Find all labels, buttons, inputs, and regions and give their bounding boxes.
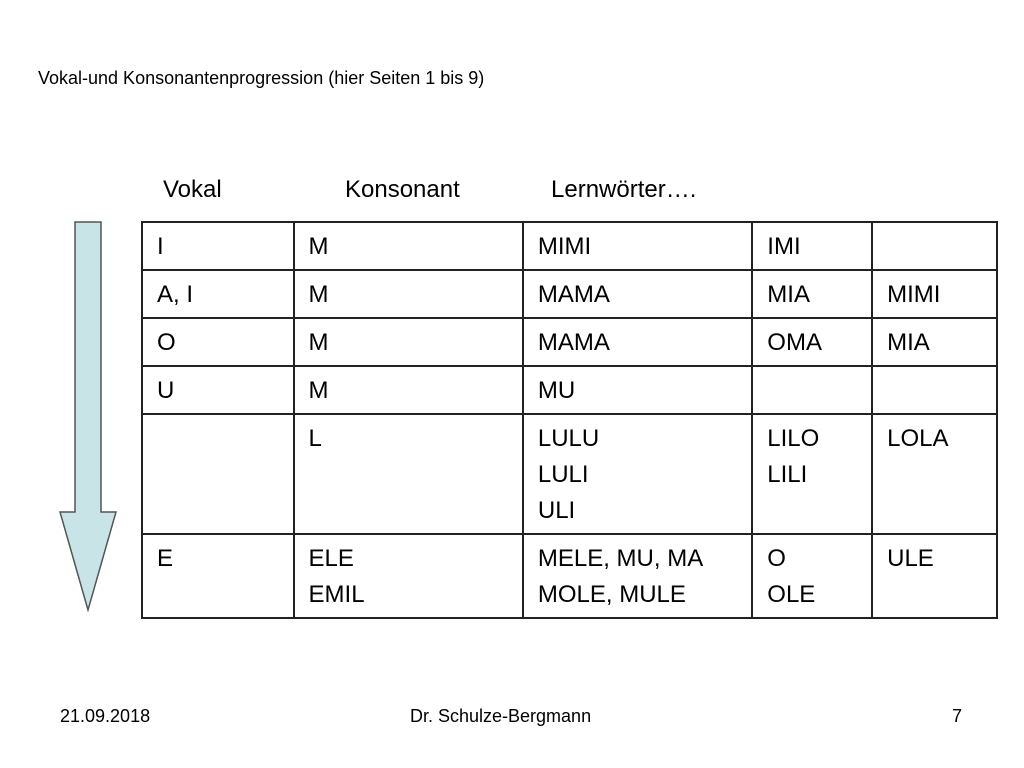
- cell-text: MU: [537, 377, 576, 404]
- lernwort-cell-1: [523, 534, 752, 618]
- slide-title: Vokal-und Konsonantenprogression (hier Seiten 1 bis 9): [38, 68, 485, 88]
- table-row: [142, 318, 997, 366]
- cell-text: ULI: [537, 497, 576, 524]
- konsonant-cell: [294, 222, 523, 270]
- lernwort-cell-2: [752, 270, 872, 318]
- cell-text: MIMI: [887, 281, 941, 308]
- lernwort-cell-1: [523, 222, 752, 270]
- cell-text: MIA: [767, 281, 810, 308]
- cell-text: EMIL: [308, 581, 365, 608]
- table-row: [142, 414, 997, 534]
- lernwort-cell-3: [872, 318, 997, 366]
- lernwort-cell-2: [752, 222, 872, 270]
- lernwort-cell-2: [752, 318, 872, 366]
- footer-date: 21.09.2018: [60, 706, 151, 726]
- cell-text: I: [157, 233, 164, 260]
- lernwort-cell-1: [523, 318, 752, 366]
- cell-text: MAMA: [537, 281, 610, 308]
- cell-text: O: [157, 329, 176, 356]
- lernwort-cell-2: [752, 414, 872, 534]
- cell-text: MIMI: [537, 233, 592, 260]
- header-konsonant: Konsonant: [345, 176, 460, 203]
- lernwort-cell-2: [752, 366, 872, 414]
- vokal-cell: [142, 270, 294, 318]
- cell-text: LILI: [767, 461, 808, 488]
- cell-text: E: [157, 545, 174, 572]
- cell-text: MOLE, MULE: [537, 581, 686, 608]
- cell-text: LILO: [767, 425, 820, 452]
- lernwort-cell-3: [872, 534, 997, 618]
- lernwort-cell-1: [523, 270, 752, 318]
- vokal-cell: [142, 222, 294, 270]
- konsonant-cell: [294, 534, 523, 618]
- lernwort-cell-1: [523, 366, 752, 414]
- vokal-cell: [142, 534, 294, 618]
- lernwort-cell-2: [752, 534, 872, 618]
- lernwort-cell-3: [872, 270, 997, 318]
- header-lernwoerter: Lernwörter….: [551, 176, 697, 203]
- cell-text: MIA: [887, 329, 930, 356]
- cell-text: M: [308, 281, 329, 308]
- footer-page-number: 7: [952, 706, 963, 726]
- cell-text: MELE, MU, MA: [537, 545, 704, 572]
- lernwort-cell-1: [523, 414, 752, 534]
- vokal-cell: [142, 318, 294, 366]
- cell-text: L: [308, 425, 322, 452]
- cell-text: M: [308, 329, 329, 356]
- cell-text: A, I: [157, 281, 194, 308]
- progression-down-arrow-icon: [58, 220, 118, 612]
- cell-text: ULE: [887, 545, 934, 572]
- cell-text: O: [767, 545, 786, 572]
- cell-text: MAMA: [537, 329, 610, 356]
- cell-text: LULI: [537, 461, 589, 488]
- cell-text: IMI: [767, 233, 801, 260]
- konsonant-cell: [294, 318, 523, 366]
- cell-text: U: [157, 377, 175, 404]
- header-vokal: Vokal: [163, 176, 222, 203]
- progression-table: [141, 221, 998, 619]
- footer-author: Dr. Schulze-Bergmann: [410, 706, 592, 726]
- vokal-cell: [142, 366, 294, 414]
- cell-text: OMA: [767, 329, 822, 356]
- lernwort-cell-3: [872, 414, 997, 534]
- cell-text: M: [308, 377, 329, 404]
- lernwort-cell-3: [872, 366, 997, 414]
- cell-text: M: [308, 233, 329, 260]
- konsonant-cell: [294, 414, 523, 534]
- konsonant-cell: [294, 366, 523, 414]
- cell-text: LULU: [537, 425, 600, 452]
- vokal-cell: [142, 414, 294, 534]
- table-row: [142, 366, 997, 414]
- cell-text: ELE: [308, 545, 354, 572]
- cell-text: OLE: [767, 581, 816, 608]
- konsonant-cell: [294, 270, 523, 318]
- lernwort-cell-3: [872, 222, 997, 270]
- table-row: [142, 534, 997, 618]
- table-row: [142, 270, 997, 318]
- cell-text: LOLA: [887, 425, 949, 452]
- table-row: [142, 222, 997, 270]
